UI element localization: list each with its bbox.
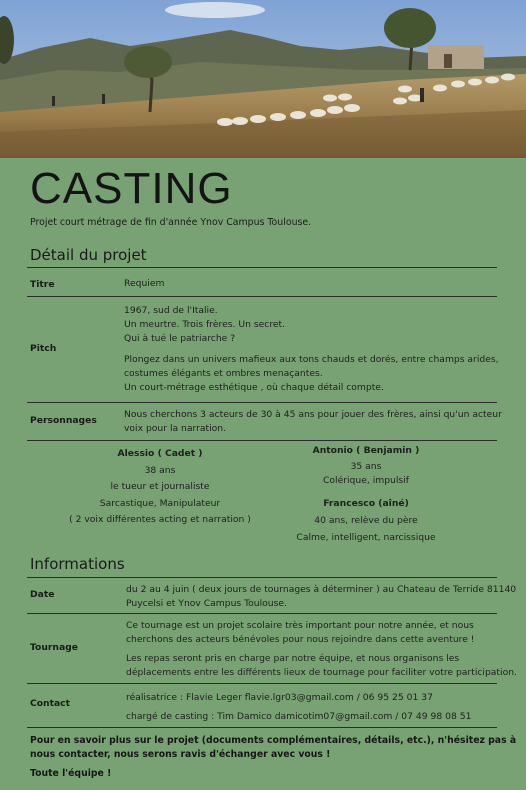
character-detail: ( 2 voix différentes acting et narration ) [69,514,251,525]
hillside-landscape-image [0,0,526,158]
tournage-line: Les repas seront pris en charge par notre équipe, et nous organisons les [126,653,460,664]
contact-text [126,688,471,726]
contact-line: chargé de casting : Tim Damico damicotim07@gmail.com / 07 49 98 08 51 [126,711,472,722]
divider [27,613,497,614]
titre-value: Requiem [124,278,165,289]
character-detail: 40 ans, relève du père [314,515,418,526]
date-line: du 2 au 4 juin ( deux jours de tournages à déterminer ) au Chateau de Terride 81140 [126,584,517,595]
contact-line: réalisatrice : Flavie Leger flavie.lgr03@gmail.com / 06 95 25 01 37 [126,692,433,703]
personnages-line: Nous cherchons 3 acteurs de 30 à 45 ans pour jouer des frères, ainsi qu'un acteur [124,409,502,420]
row-label-titre: Titre [30,279,55,290]
character-detail: 35 ans [350,461,382,472]
character-detail: le tueur et journaliste [110,481,210,492]
divider [27,296,497,297]
row-label-tournage: Tournage [30,642,78,653]
character-detail: Colérique, impulsif [322,475,409,486]
tournage-text [126,619,517,680]
page-title: CASTING [30,164,233,213]
divider [27,577,497,578]
tournage-line: Ce tournage est un projet scolaire très important pour notre année, et nous [126,620,474,631]
row-label-pitch: Pitch [30,343,57,354]
tournage-line: cherchons des acteurs bénévoles pour nous rejoindre dans cette aventure ! [126,634,475,645]
row-label-personnages: Personnages [30,415,97,426]
divider [27,727,497,728]
divider [27,402,497,403]
divider [27,440,497,441]
section-title-projet: Détail du projet [30,246,147,264]
character-detail: 38 ans [144,464,176,476]
personnages-text [124,408,502,436]
pitch-line: Un meurtre. Trois frères. Un secret. [124,319,286,330]
tournage-line: déplacements entre les différents lieux de tournage pour faciliter votre participation. [126,667,517,678]
character-name: Alessio ( Cadet ) [117,448,203,459]
footer-signoff: Toute l'équipe ! [30,768,112,779]
divider [27,683,497,684]
hero-photo [0,0,526,158]
pitch-line: Un court-métrage esthétique , où chaque détail compte. [124,382,384,393]
pitch-line: 1967, sud de l'Italie. [124,305,218,316]
pitch-line: Qui à tué le patriarche ? [124,333,236,344]
character-detail: Sarcastique, Manipulateur [99,497,221,509]
pitch-line: costumes élégants et ombres menaçantes. [124,368,323,379]
pitch-text [124,304,499,395]
row-label-date: Date [30,589,55,600]
page-subtitle: Projet court métrage de fin d'année Ynov Campus Toulouse. [30,217,312,228]
footer-line: nous contacter, nous serons ravis d'échanger avec vous ! [30,749,331,760]
character-card-alessio [62,446,258,529]
date-line: Puycelsi et Ynov Campus Toulouse. [126,598,287,609]
section-title-informations: Informations [30,555,125,573]
footer-message [30,734,516,762]
character-name: Antonio ( Benjamin ) [312,445,420,456]
character-name: Francesco (aîné) [323,498,409,509]
footer-line: Pour en savoir plus sur le projet (documents complémentaires, détails, etc.), n'hésitez pas à [30,735,517,746]
divider [27,267,497,268]
pitch-line: Plongez dans un univers mafieux aux tons chauds et dorés, entre champs arides, [124,354,499,365]
personnages-line: voix pour la narration. [124,423,227,434]
date-text [126,583,516,611]
character-card-antonio [286,444,446,488]
character-card-francesco [286,495,446,546]
character-detail: Calme, intelligent, narcissique [296,532,436,543]
row-label-contact: Contact [30,698,71,709]
